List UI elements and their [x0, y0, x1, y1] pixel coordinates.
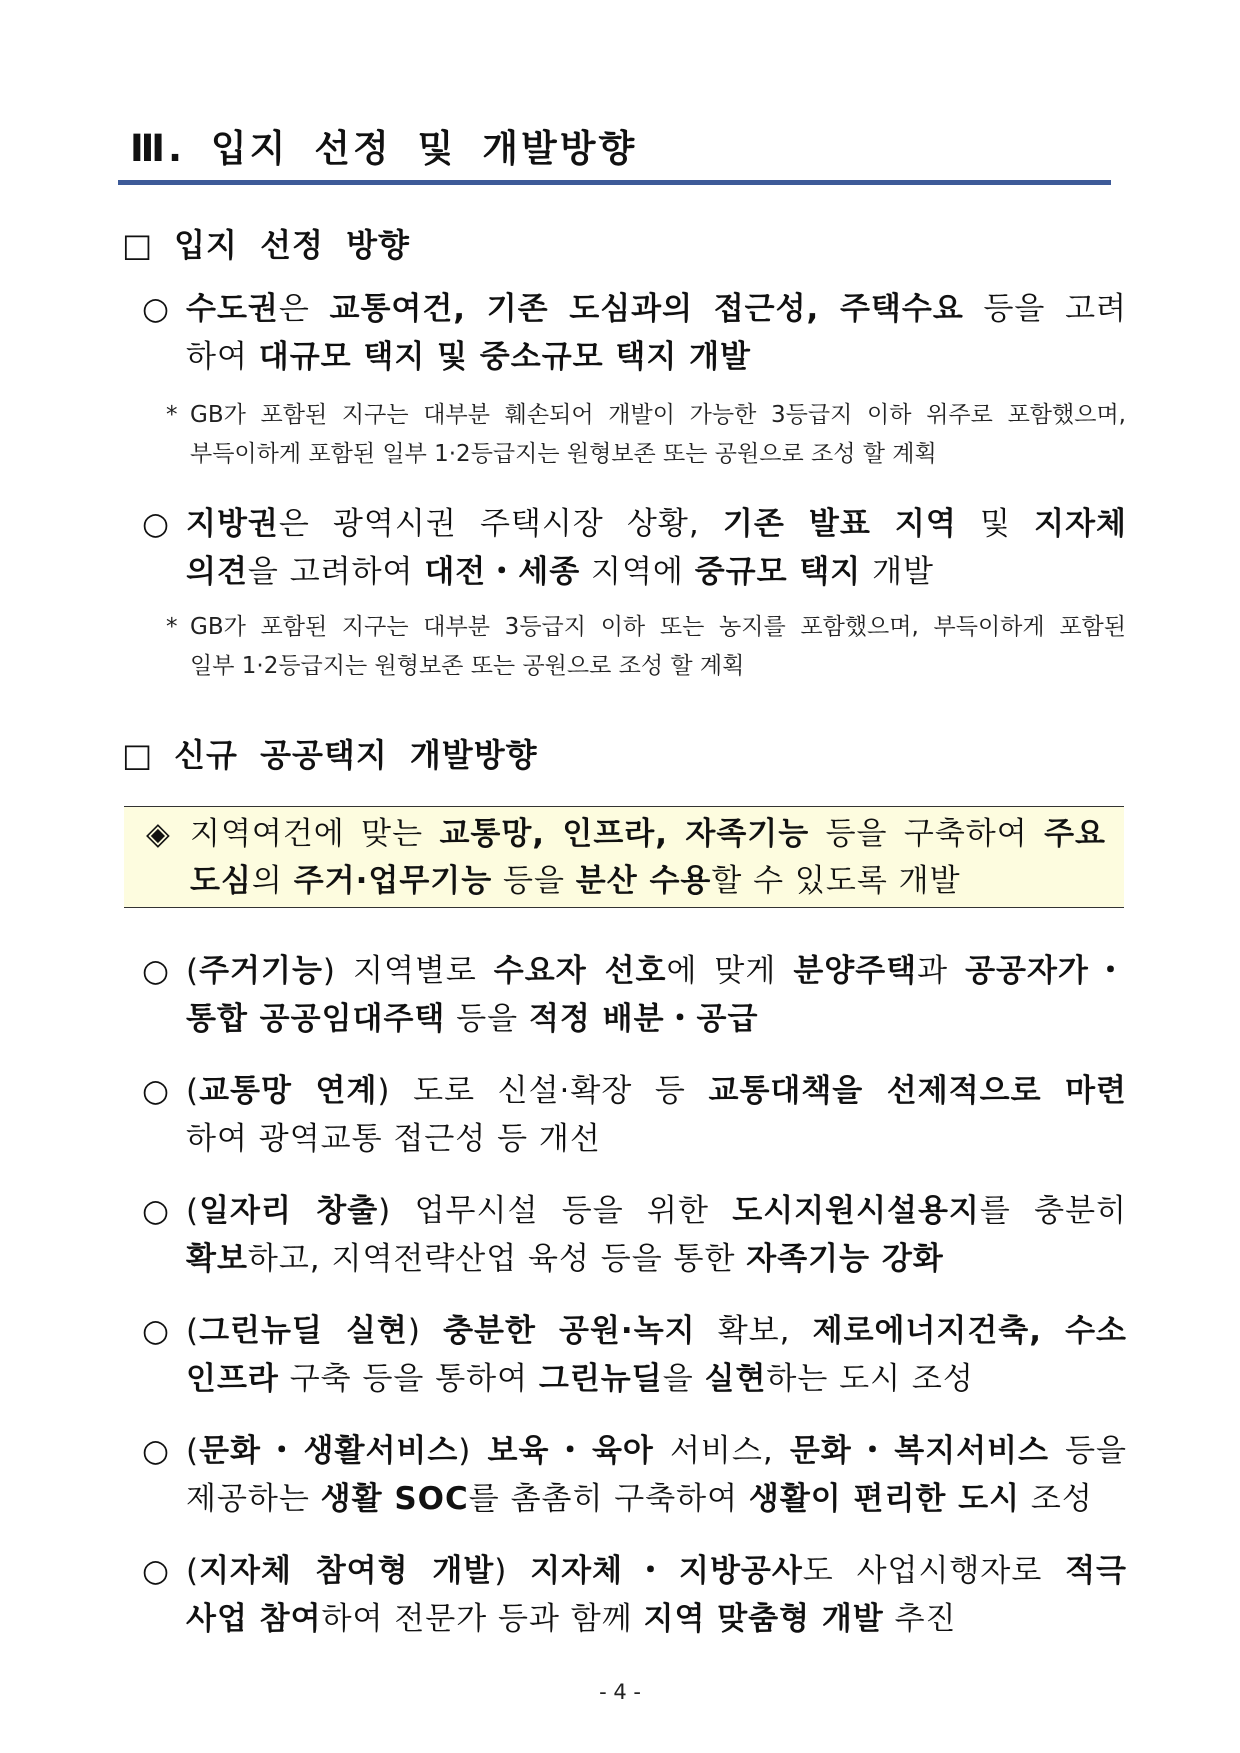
section-heading-development-direction: [122, 730, 538, 776]
circle-bullet-icon: ○: [142, 1313, 171, 1349]
summary-callout-box: ◈ 지역여건에 맞는 교통망, 인프라, 자족기능 등을 구축하여 주요 도심의 주거·업무기능 등을 분산 수용할 수 있도록 개발: [124, 806, 1124, 908]
circle-bullet-icon: ○: [142, 1193, 171, 1229]
section-heading-site-selection: [122, 220, 410, 266]
footnote-regional: * GB가 포함된 지구는 대부분 3등급지 이하 또는 농지를 포함했으며, 부득이하게 포함된 일부 1·2등급지는 원형보존 또는 공원으로 조성 할 계획: [166, 608, 1126, 686]
checkbox-square-icon: □: [122, 226, 154, 264]
asterisk-icon: *: [166, 402, 178, 428]
section-heading-text: 신규 공공택지 개발방향: [174, 736, 538, 774]
circle-bullet-icon: ○: [142, 1553, 171, 1589]
footnote-metropolitan: * GB가 포함된 지구는 대부분 훼손되어 개발이 가능한 3등급지 이하 위주로 포함했으며, 부득이하게 포함된 일부 1·2등급지는 원형보존 또는 공원으로 조성 할 계획: [166, 396, 1126, 474]
bullet-item-culture-services: ○ (문화・생활서비스) 보육・육아 서비스, 문화・복지서비스 등을 제공하는 생활 SOC를 촘촘히 구축하여 생활이 편리한 도시 조성: [142, 1427, 1127, 1523]
circle-bullet-icon: ○: [142, 1073, 171, 1109]
bullet-item-regional: ○ 지방권은 광역시권 주택시장 상황, 기존 발표 지역 및 지자체 의견을 고려하여 대전・세종 지역에 중규모 택지 개발: [142, 500, 1127, 596]
circle-bullet-icon: ○: [142, 506, 171, 542]
page-number: - 4 -: [599, 1680, 641, 1704]
bullet-item-jobs: ○ (일자리 창출) 업무시설 등을 위한 도시지원시설용지를 충분히 확보하고, 지역전략산업 육성 등을 통한 자족기능 강화: [142, 1187, 1127, 1283]
bullet-item-housing: ○ (주거기능) 지역별로 수요자 선호에 맞게 분양주택과 공공자가・ 통합 공공임대주택 등을 적정 배분・공급: [142, 947, 1127, 1043]
section-heading-text: 입지 선정 방향: [174, 226, 410, 264]
chapter-title: Ⅲ. 입지 선정 및 개발방향: [130, 127, 638, 170]
circle-bullet-icon: ○: [142, 291, 171, 327]
circle-bullet-icon: ○: [142, 953, 171, 989]
circle-bullet-icon: ○: [142, 1433, 171, 1469]
asterisk-icon: *: [166, 614, 178, 640]
bullet-item-metropolitan: ○ 수도권은 교통여건, 기존 도심과의 접근성, 주택수요 등을 고려 하여 대규모 택지 및 중소규모 택지 개발: [142, 285, 1127, 381]
checkbox-square-icon: □: [122, 736, 154, 774]
chapter-underline: [118, 180, 1111, 185]
bullet-item-transport: ○ (교통망 연계) 도로 신설·확장 등 교통대책을 선제적으로 마련 하여 광역교통 접근성 등 개선: [142, 1067, 1127, 1163]
diamond-bullet-icon: ◈: [146, 816, 171, 852]
bullet-item-green-new-deal: ○ (그린뉴딜 실현) 충분한 공원·녹지 확보, 제로에너지건축, 수소 인프라 구축 등을 통하여 그린뉴딜을 실현하는 도시 조성: [142, 1307, 1127, 1403]
bullet-item-local-government: ○ (지자체 참여형 개발) 지자체・지방공사도 사업시행자로 적극 사업 참여하여 전문가 등과 함께 지역 맞춤형 개발 추진: [142, 1547, 1127, 1643]
